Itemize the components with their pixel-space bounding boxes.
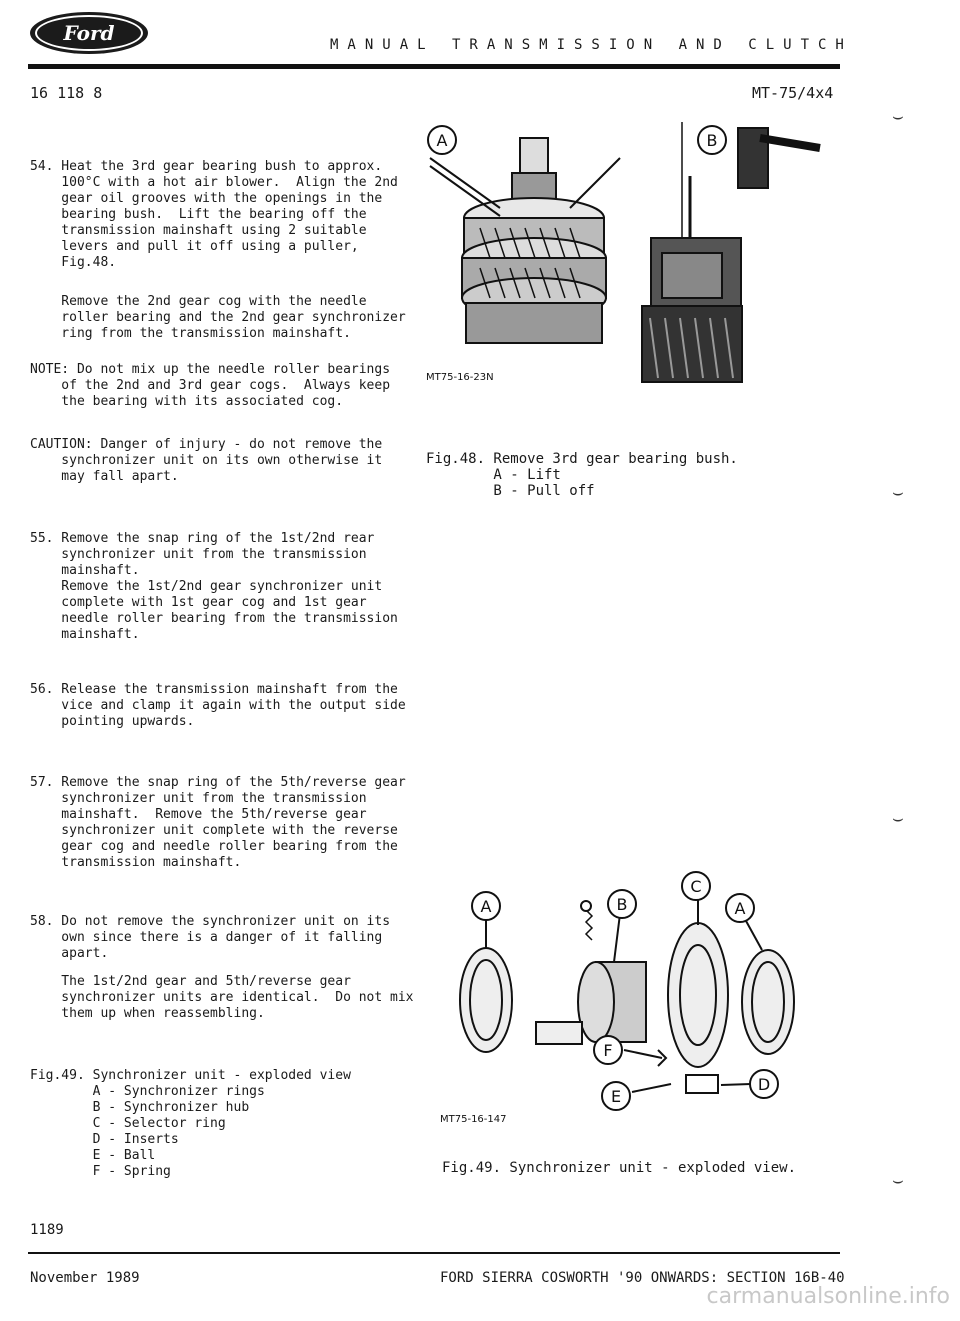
fig48-code: MT75-16-23N xyxy=(426,372,494,383)
fig49-label-d: D xyxy=(757,1075,771,1094)
margin-tick: ⌣ xyxy=(892,1170,904,1191)
margin-tick: ⌣ xyxy=(892,482,904,503)
document-reference: 16 118 8 xyxy=(30,84,103,102)
fig48-illustration xyxy=(420,118,840,386)
step-56: 56. Release the transmission mainshaft from the vice and clamp it again with the output side pointing upwards. xyxy=(30,682,406,729)
step-54: 54. Heat the 3rd gear bearing bush to approx. 100°C with a hot air blower. Align the 2nd gear oil grooves with the openings in the bearing bush. Lift the bearing off the transmission mainshaft using 2 suitable levers and pull it off using a puller, Fig.48. xyxy=(30,159,398,270)
fig48-panel-b xyxy=(642,126,820,382)
step-57: 57. Remove the snap ring of the 5th/reverse gear synchronizer unit from the transmission mainshaft. Remove the 5th/reverse gear synchronizer unit complete with the reverse gear cog and needle roller bearing from the transmission mainshaft. xyxy=(30,775,406,870)
ford-logo-text: Ford xyxy=(35,15,143,51)
footer-date: November 1989 xyxy=(30,1270,140,1286)
footer-rule xyxy=(28,1252,840,1254)
footer-section: FORD SIERRA COSWORTH '90 ONWARDS: SECTION 16B-40 xyxy=(440,1270,845,1286)
fig49-label-f: F xyxy=(603,1041,613,1060)
fig49-caption: Fig.49. Synchronizer unit - exploded view. xyxy=(442,1160,797,1176)
fig49-label-a-left: A xyxy=(480,897,492,916)
fig48-label-b: B xyxy=(706,131,718,150)
step-55: 55. Remove the snap ring of the 1st/2nd rear synchronizer unit from the transmission mainshaft. Remove the 1st/2nd gear synchronizer unit complete with 1st gear cog and 1st gear needle roller bearing from the transmission mainshaft. xyxy=(30,531,398,642)
header-rule xyxy=(28,64,840,69)
caution: CAUTION: Danger of injury - do not remove the synchronizer unit on its own otherwise it may fall apart. xyxy=(30,437,383,484)
fig49-label-c: C xyxy=(690,877,702,896)
ford-logo xyxy=(30,12,148,54)
fig49-label-b: B xyxy=(616,895,628,914)
margin-tick: ⌣ xyxy=(892,808,904,829)
fig49-label-e: E xyxy=(610,1087,622,1106)
fig49-legend: Fig.49. Synchronizer unit - exploded view A - Synchronizer rings B - Synchronizer hub C - Selector ring D - Inserts E - Ball F - Spring xyxy=(30,1068,351,1179)
note: NOTE: Do not mix up the needle roller bearings of the 2nd and 3rd gear cogs. Always keep the bearing with its associated cog. xyxy=(30,362,391,409)
margin-tick: ⌣ xyxy=(892,106,904,127)
page-number: 1189 xyxy=(30,1222,64,1238)
step-58: 58. Do not remove the synchronizer unit on its own since there is a danger of it falling apart. xyxy=(30,914,391,961)
fig48-label-a: A xyxy=(436,131,448,150)
fig49-code: MT75-16-147 xyxy=(440,1114,507,1125)
transmission-code: MT-75/4x4 xyxy=(752,84,834,102)
fig49-label-a-right: A xyxy=(734,899,746,918)
page-title: MANUAL TRANSMISSION AND CLUTCH xyxy=(330,37,853,53)
watermark: carmanualsonline.info xyxy=(706,1284,950,1309)
step-58-continued: The 1st/2nd gear and 5th/reverse gear synchronizer units are identical. Do not mix them up when reassembling. xyxy=(30,974,414,1021)
fig49-illustration xyxy=(436,870,836,1130)
fig48-caption: Fig.48. Remove 3rd gear bearing bush. A - Lift B - Pull off xyxy=(426,451,738,499)
fig48-panel-a xyxy=(430,138,620,343)
step-54-continued: Remove the 2nd gear cog with the needle roller bearing and the 2nd gear synchronizer ring from the transmission mainshaft. xyxy=(30,294,406,341)
